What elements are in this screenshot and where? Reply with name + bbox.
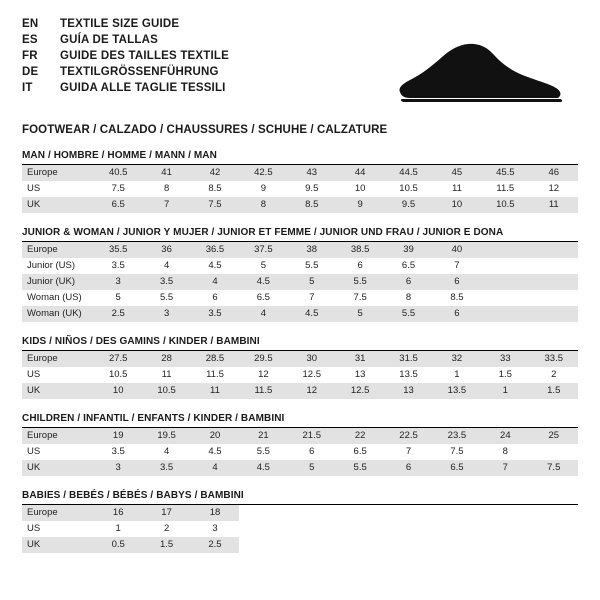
cell: 8.5 (433, 290, 481, 306)
table-label: BABIES / BEBÉS / BÉBÉS / BABYS / BAMBINI (22, 490, 578, 505)
cell (384, 521, 432, 537)
cell: 6.5 (94, 197, 142, 213)
cell: 45.5 (481, 165, 529, 181)
cell: 7 (384, 444, 432, 460)
cell: 5.5 (336, 274, 384, 290)
table-block-man (22, 150, 578, 213)
cell: 2.5 (191, 537, 239, 553)
cell (288, 521, 336, 537)
cell: 38.5 (336, 242, 384, 258)
cell: 21.5 (288, 428, 336, 444)
cell: 12 (239, 367, 287, 383)
table-row (22, 537, 578, 553)
cell: 46 (530, 165, 578, 181)
row-label: Woman (UK) (22, 306, 94, 322)
cell: 5.5 (336, 460, 384, 476)
cell: 44 (336, 165, 384, 181)
table-row (22, 521, 578, 537)
cell: 40.5 (94, 165, 142, 181)
table-row (22, 274, 578, 290)
cell: 40 (433, 242, 481, 258)
row-label: US (22, 181, 94, 197)
cell (384, 537, 432, 553)
language-code: EN (22, 18, 39, 30)
cell: 8.5 (288, 197, 336, 213)
table-label: KIDS / NIÑOS / DES GAMINS / KINDER / BAMBINI (22, 336, 578, 351)
cell: 22.5 (384, 428, 432, 444)
language-title: TEXTILE SIZE GUIDE (60, 18, 180, 30)
cell: 5 (288, 274, 336, 290)
cell (530, 274, 578, 290)
cell (530, 242, 578, 258)
cell (530, 306, 578, 322)
cell: 18 (191, 505, 239, 521)
cell (336, 521, 384, 537)
dress-shoe-icon (388, 30, 568, 110)
cell: 42.5 (239, 165, 287, 181)
row-label: UK (22, 537, 94, 553)
cell (384, 505, 432, 521)
cell: 11.5 (191, 367, 239, 383)
cell: 3.5 (142, 274, 190, 290)
cell: 4 (191, 274, 239, 290)
language-title: TEXTILGRÖSSENFÜHRUNG (60, 66, 219, 78)
cell: 4.5 (239, 274, 287, 290)
cell: 3 (142, 306, 190, 322)
table-row (22, 290, 578, 306)
cell: 1.5 (481, 367, 529, 383)
table-row (22, 306, 578, 322)
cell: 31.5 (384, 351, 432, 367)
table-label: CHILDREN / INFANTIL / ENFANTS / KINDER / BAMBINI (22, 413, 578, 428)
cell: 6 (433, 306, 481, 322)
cell: 5.5 (142, 290, 190, 306)
cell: 7 (433, 258, 481, 274)
table-row (22, 181, 578, 197)
table-row (22, 242, 578, 258)
cell (481, 537, 529, 553)
cell (433, 505, 481, 521)
row-label: UK (22, 197, 94, 213)
cell: 3 (191, 521, 239, 537)
cell: 6.5 (336, 444, 384, 460)
cell: 3.5 (94, 258, 142, 274)
cell (481, 274, 529, 290)
cell: 9.5 (384, 197, 432, 213)
cell: 10.5 (481, 197, 529, 213)
table-row (22, 444, 578, 460)
cell: 13 (336, 367, 384, 383)
cell: 41 (142, 165, 190, 181)
cell: 17 (142, 505, 190, 521)
cell (239, 505, 287, 521)
cell (481, 290, 529, 306)
document-header (22, 16, 578, 108)
cell (433, 521, 481, 537)
cell: 12.5 (336, 383, 384, 399)
cell (433, 537, 481, 553)
cell (336, 505, 384, 521)
cell (481, 306, 529, 322)
table-row (22, 428, 578, 444)
cell (530, 521, 578, 537)
row-label: Junior (UK) (22, 274, 94, 290)
cell: 11.5 (239, 383, 287, 399)
cell: 20 (191, 428, 239, 444)
table-row (22, 258, 578, 274)
cell: 24 (481, 428, 529, 444)
cell: 4 (142, 444, 190, 460)
cell: 11 (142, 367, 190, 383)
cell: 6.5 (239, 290, 287, 306)
table-row (22, 460, 578, 476)
row-label: US (22, 367, 94, 383)
cell: 7.5 (191, 197, 239, 213)
cell: 6 (384, 274, 432, 290)
cell: 35.5 (94, 242, 142, 258)
cell: 30 (288, 351, 336, 367)
row-label: UK (22, 383, 94, 399)
cell: 10.5 (94, 367, 142, 383)
table-block-junior-woman (22, 227, 578, 322)
cell: 4 (142, 258, 190, 274)
cell: 19 (94, 428, 142, 444)
cell (530, 290, 578, 306)
cell: 3 (94, 274, 142, 290)
cell: 3.5 (94, 444, 142, 460)
table-row (22, 351, 578, 367)
cell: 10.5 (384, 181, 432, 197)
cell: 5.5 (239, 444, 287, 460)
cell: 1 (433, 367, 481, 383)
cell: 36.5 (191, 242, 239, 258)
cell: 21 (239, 428, 287, 444)
cell: 4 (239, 306, 287, 322)
cell: 6 (336, 258, 384, 274)
cell: 13.5 (384, 367, 432, 383)
cell: 12 (288, 383, 336, 399)
table-block-children (22, 413, 578, 476)
table-block-babies (22, 490, 578, 553)
cell: 28 (142, 351, 190, 367)
cell: 7.5 (433, 444, 481, 460)
cell: 6 (433, 274, 481, 290)
size-table-children (22, 428, 578, 476)
row-label: Junior (US) (22, 258, 94, 274)
cell (239, 537, 287, 553)
cell: 3.5 (142, 460, 190, 476)
cell: 38 (288, 242, 336, 258)
table-row (22, 165, 578, 181)
cell: 33 (481, 351, 529, 367)
cell: 8.5 (191, 181, 239, 197)
language-code: DE (22, 66, 39, 78)
table-label: JUNIOR & WOMAN / JUNIOR Y MUJER / JUNIOR ET FEMME / JUNIOR UND FRAU / JUNIOR E DONA (22, 227, 578, 242)
cell: 8 (239, 197, 287, 213)
cell: 8 (142, 181, 190, 197)
cell (530, 258, 578, 274)
table-row (22, 505, 578, 521)
cell: 7 (142, 197, 190, 213)
row-label: Woman (US) (22, 290, 94, 306)
cell: 11.5 (481, 181, 529, 197)
cell: 16 (94, 505, 142, 521)
table-row (22, 367, 578, 383)
cell (481, 242, 529, 258)
cell: 23.5 (433, 428, 481, 444)
cell: 42 (191, 165, 239, 181)
cell: 39 (384, 242, 432, 258)
cell: 19.5 (142, 428, 190, 444)
cell: 28.5 (191, 351, 239, 367)
cell: 5 (288, 460, 336, 476)
cell: 9 (336, 197, 384, 213)
cell: 9 (239, 181, 287, 197)
cell: 7 (288, 290, 336, 306)
cell: 5 (94, 290, 142, 306)
cell: 11 (530, 197, 578, 213)
cell: 32 (433, 351, 481, 367)
cell: 33.5 (530, 351, 578, 367)
language-code: ES (22, 34, 38, 46)
cell: 27.5 (94, 351, 142, 367)
language-title: GUIDE DES TAILLES TEXTILE (60, 50, 229, 62)
cell: 4.5 (239, 460, 287, 476)
cell (239, 521, 287, 537)
size-table-kids (22, 351, 578, 399)
cell: 5.5 (384, 306, 432, 322)
language-title: GUIDA ALLE TAGLIE TESSILI (60, 82, 226, 94)
cell: 1 (481, 383, 529, 399)
cell: 12.5 (288, 367, 336, 383)
language-code: IT (22, 82, 33, 94)
cell: 3.5 (191, 306, 239, 322)
cell: 4.5 (288, 306, 336, 322)
cell: 5 (239, 258, 287, 274)
cell (481, 521, 529, 537)
cell: 12 (530, 181, 578, 197)
cell: 7.5 (94, 181, 142, 197)
size-table-babies (22, 505, 578, 553)
cell: 36 (142, 242, 190, 258)
size-table-man (22, 165, 578, 213)
row-label: Europe (22, 505, 94, 521)
table-block-kids (22, 336, 578, 399)
cell: 31 (336, 351, 384, 367)
table-label: MAN / HOMBRE / HOMME / MANN / MAN (22, 150, 578, 165)
row-label: UK (22, 460, 94, 476)
cell: 10 (433, 197, 481, 213)
cell: 10.5 (142, 383, 190, 399)
cell: 4.5 (191, 258, 239, 274)
cell: 6 (288, 444, 336, 460)
cell (481, 505, 529, 521)
cell: 8 (384, 290, 432, 306)
cell: 2 (142, 521, 190, 537)
cell: 13 (384, 383, 432, 399)
cell: 10 (336, 181, 384, 197)
cell: 7.5 (336, 290, 384, 306)
cell (530, 505, 578, 521)
cell: 45 (433, 165, 481, 181)
cell: 4 (191, 460, 239, 476)
row-label: Europe (22, 351, 94, 367)
table-row (22, 383, 578, 399)
cell: 43 (288, 165, 336, 181)
cell: 2.5 (94, 306, 142, 322)
cell: 6.5 (384, 258, 432, 274)
size-table-junior-woman (22, 242, 578, 322)
cell: 6 (384, 460, 432, 476)
cell: 13.5 (433, 383, 481, 399)
row-label: US (22, 444, 94, 460)
cell: 5 (336, 306, 384, 322)
cell: 11 (191, 383, 239, 399)
row-label: Europe (22, 428, 94, 444)
table-row (22, 197, 578, 213)
row-label: Europe (22, 165, 94, 181)
language-title: GUÍA DE TALLAS (60, 34, 158, 46)
row-label: Europe (22, 242, 94, 258)
cell: 5.5 (288, 258, 336, 274)
cell: 6.5 (433, 460, 481, 476)
cell: 3 (94, 460, 142, 476)
cell: 22 (336, 428, 384, 444)
cell: 1 (94, 521, 142, 537)
cell: 0.5 (94, 537, 142, 553)
language-code: FR (22, 50, 38, 62)
cell: 4.5 (191, 444, 239, 460)
cell: 11 (433, 181, 481, 197)
cell: 2 (530, 367, 578, 383)
cell: 44.5 (384, 165, 432, 181)
cell: 1.5 (530, 383, 578, 399)
cell: 29.5 (239, 351, 287, 367)
cell (530, 444, 578, 460)
cell: 25 (530, 428, 578, 444)
cell: 6 (191, 290, 239, 306)
cell: 10 (94, 383, 142, 399)
cell: 8 (481, 444, 529, 460)
cell (288, 505, 336, 521)
category-title: FOOTWEAR / CALZADO / CHAUSSURES / SCHUHE / CALZATURE (22, 124, 388, 136)
row-label: US (22, 521, 94, 537)
cell (530, 537, 578, 553)
cell: 7.5 (530, 460, 578, 476)
cell (481, 258, 529, 274)
cell: 37.5 (239, 242, 287, 258)
cell (288, 537, 336, 553)
cell (336, 537, 384, 553)
cell: 7 (481, 460, 529, 476)
cell: 9.5 (288, 181, 336, 197)
cell: 1.5 (142, 537, 190, 553)
